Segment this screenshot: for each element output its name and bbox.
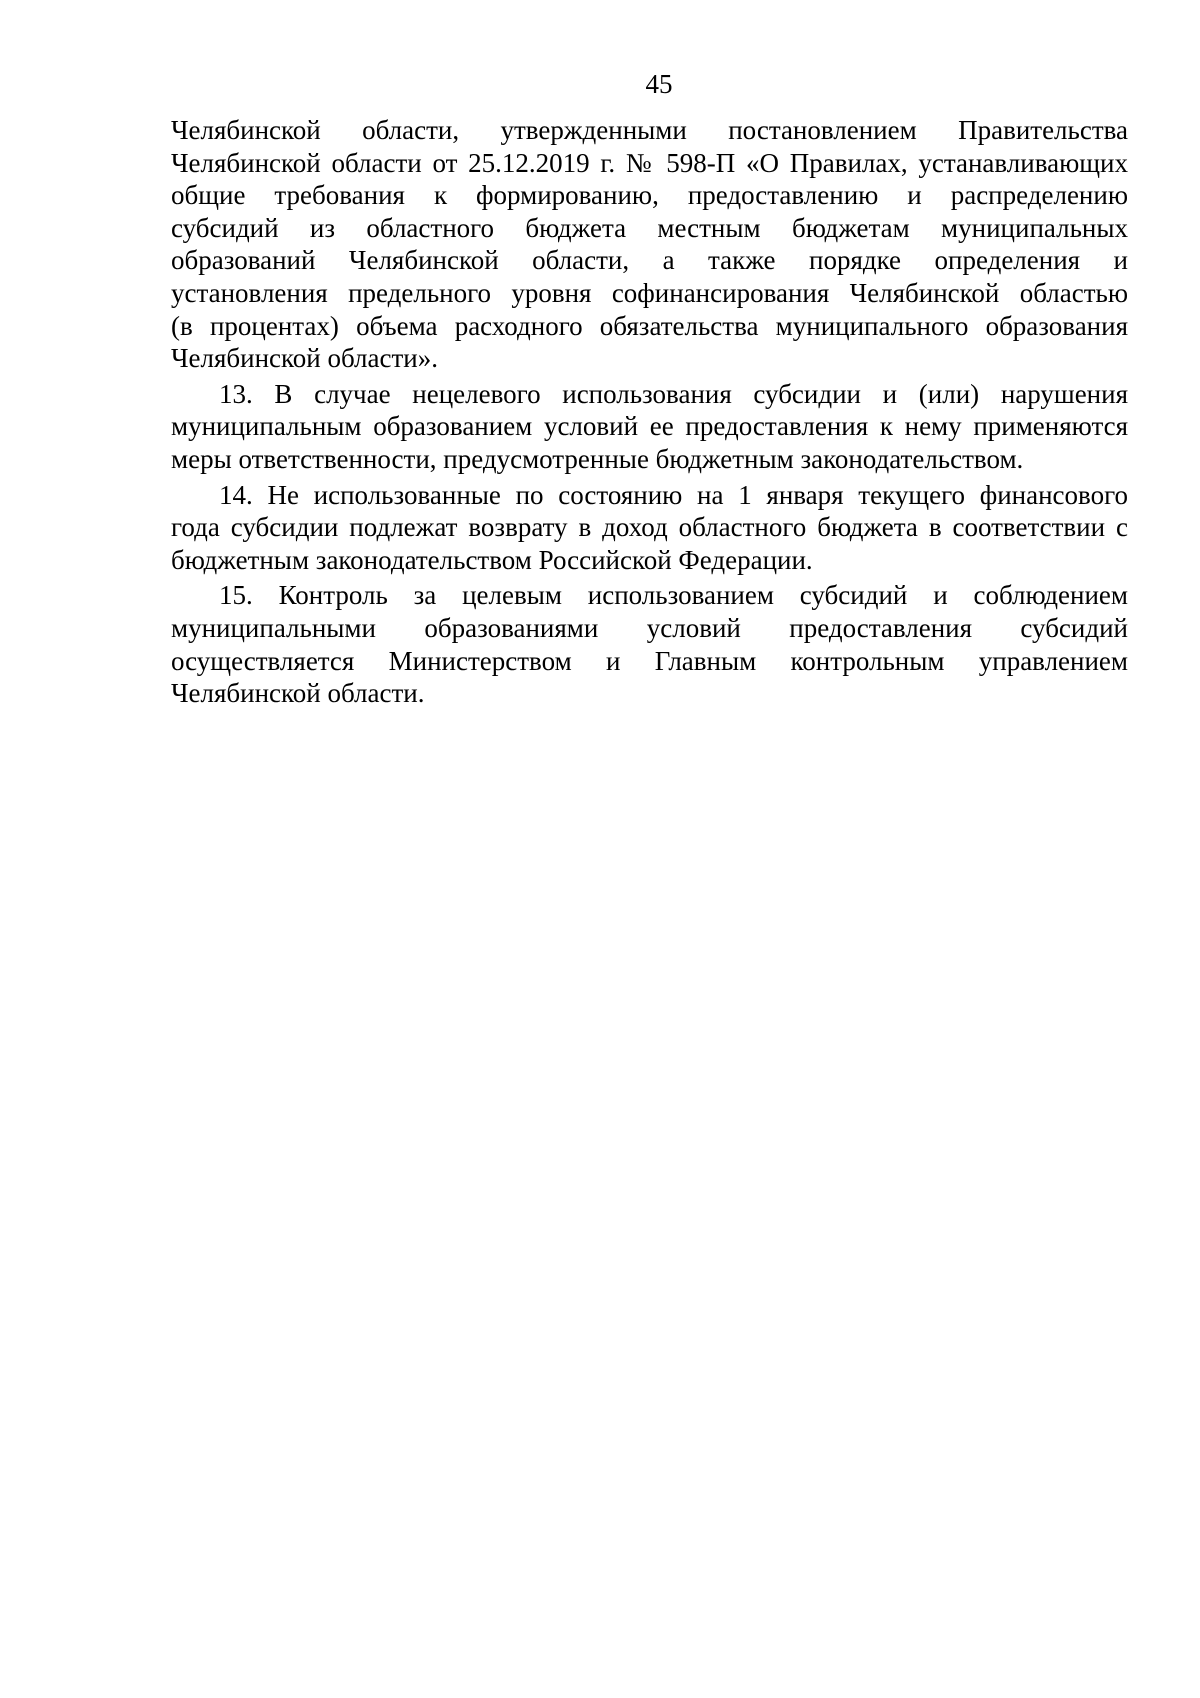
paragraph-14	[171, 479, 1128, 577]
paragraph-13	[171, 378, 1128, 476]
text-line: 13. В случае нецелевого использования субсидии и (или) нарушения	[219, 378, 1128, 409]
document-body	[171, 114, 1128, 710]
text-line: муниципальным образованием условий ее предоставления к нему применяются	[171, 411, 1128, 442]
text-line: Челябинской области, утвержденными постановлением Правительства	[171, 115, 1128, 145]
text-line: муниципальными образованиями условий предоставления субсидий	[171, 612, 1128, 643]
text-line: Челябинской области.	[171, 678, 425, 709]
paragraph-continuation	[171, 114, 1128, 375]
text-line: (в процентах) объема расходного обязательства муниципального образования	[171, 310, 1128, 341]
text-line: года субсидии подлежат возврату в доход областного бюджета в соответствии с	[171, 512, 1128, 543]
text-line: образований Челябинской области, а также порядке определения и	[171, 245, 1128, 276]
text-line: установления предельного уровня софинансирования Челябинской областью	[171, 277, 1128, 308]
text-line: общие требования к формированию, предоставлению и распределению	[171, 180, 1128, 211]
text-line: осуществляется Министерством и Главным контрольным управлением	[171, 645, 1128, 676]
text-line: меры ответственности, предусмотренные бюджетным законодательством.	[171, 443, 1024, 474]
text-line: Челябинской области».	[171, 343, 438, 374]
paragraph-15	[171, 579, 1128, 709]
text-line: 14. Не использованные по состоянию на 1 января текущего финансового	[219, 479, 1128, 510]
text-line: Челябинской области от 25.12.2019 г. № 598-П «О Правилах, устанавливающих	[171, 147, 1128, 178]
text-line: субсидий из областного бюджета местным бюджетам муниципальных	[171, 212, 1128, 243]
text-line: бюджетным законодательством Российской Федерации.	[171, 544, 813, 575]
page-number: 45	[645, 69, 673, 99]
text-line: 15. Контроль за целевым использованием субсидий и соблюдением	[219, 580, 1128, 611]
